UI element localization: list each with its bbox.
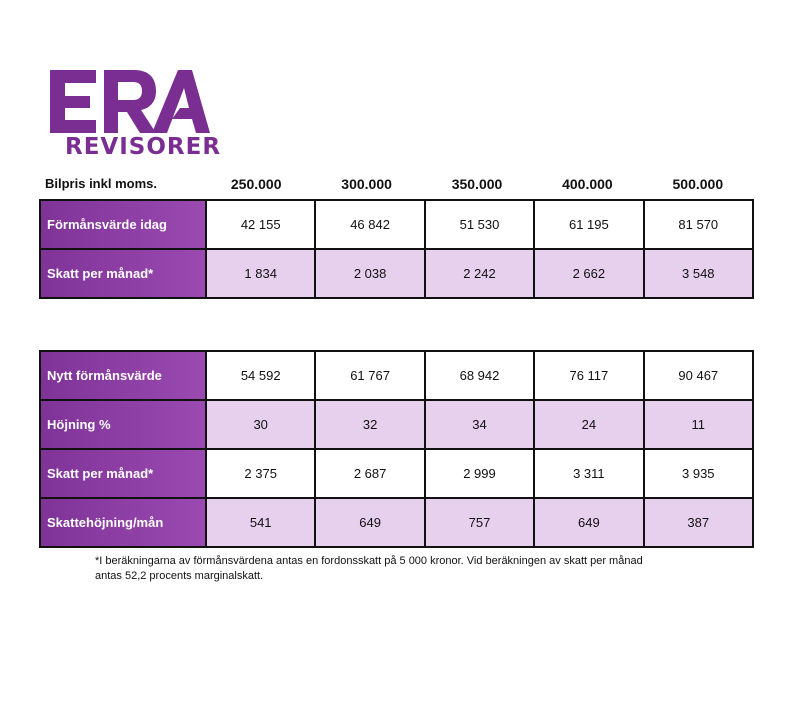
table-cell: 68 942 — [425, 351, 534, 400]
table-cell: 2 242 — [425, 249, 534, 298]
table-row — [40, 498, 753, 547]
table-row — [40, 351, 753, 400]
table-cell: 3 935 — [644, 449, 753, 498]
table-cell: 32 — [315, 400, 424, 449]
row-label: Skatt per månad* — [40, 449, 206, 498]
table-cell: 2 687 — [315, 449, 424, 498]
footnote — [95, 554, 715, 584]
table-cell: 81 570 — [644, 200, 753, 249]
table-cell: 387 — [644, 498, 753, 547]
row-label: Höjning % — [40, 400, 206, 449]
table-cell: 11 — [644, 400, 753, 449]
table-cell: 34 — [425, 400, 534, 449]
table-cell: 42 155 — [206, 200, 315, 249]
row-label: Skattehöjning/mån — [40, 498, 206, 547]
row-label: Nytt förmånsvärde — [40, 351, 206, 400]
table-cell: 51 530 — [425, 200, 534, 249]
price-column-header: 350.000 — [451, 176, 503, 192]
price-column-header: 500.000 — [672, 176, 724, 192]
price-column-header: 250.000 — [230, 176, 282, 192]
price-column-header: 400.000 — [562, 176, 613, 192]
table-cell: 2 662 — [534, 249, 643, 298]
table-cell: 90 467 — [644, 351, 753, 400]
row-label: Skatt per månad* — [40, 249, 206, 298]
table-cell: 61 195 — [534, 200, 643, 249]
table-cell: 2 375 — [206, 449, 315, 498]
table-cell: 3 311 — [534, 449, 643, 498]
row-label: Förmånsvärde idag — [40, 200, 206, 249]
table-cell: 2 999 — [425, 449, 534, 498]
era-revisorer-logo — [50, 66, 222, 161]
current-benefit-table — [39, 199, 754, 299]
table-row — [40, 249, 753, 298]
table-cell: 1 834 — [206, 249, 315, 298]
table-cell: 2 038 — [315, 249, 424, 298]
table-row — [40, 400, 753, 449]
footnote-line: antas 52,2 procents marginalskatt. — [95, 570, 264, 582]
table-cell: 541 — [206, 498, 315, 547]
price-column-header: 300.000 — [341, 176, 392, 192]
table-cell: 649 — [315, 498, 424, 547]
table-cell: 757 — [425, 498, 534, 547]
table-cell: 61 767 — [315, 351, 424, 400]
table-cell: 3 548 — [644, 249, 753, 298]
car-price-header — [201, 176, 753, 192]
table-cell: 46 842 — [315, 200, 424, 249]
table-row — [40, 449, 753, 498]
table-cell: 649 — [534, 498, 643, 547]
car-price-label: Bilpris inkl moms. — [45, 176, 157, 191]
table-cell: 30 — [206, 400, 315, 449]
footnote-line: *I beräkningarna av förmånsvärdena antas en fordonsskatt på 5 000 kronor. Vid beräkningen av skatt per månad — [95, 555, 643, 567]
table-cell: 24 — [534, 400, 643, 449]
table-cell: 76 117 — [534, 351, 643, 400]
table-cell: 54 592 — [206, 351, 315, 400]
new-benefit-table — [39, 350, 754, 548]
era-logo-mark — [50, 66, 210, 136]
table-row — [40, 200, 753, 249]
logo-subtitle: REVISORER — [65, 134, 222, 160]
